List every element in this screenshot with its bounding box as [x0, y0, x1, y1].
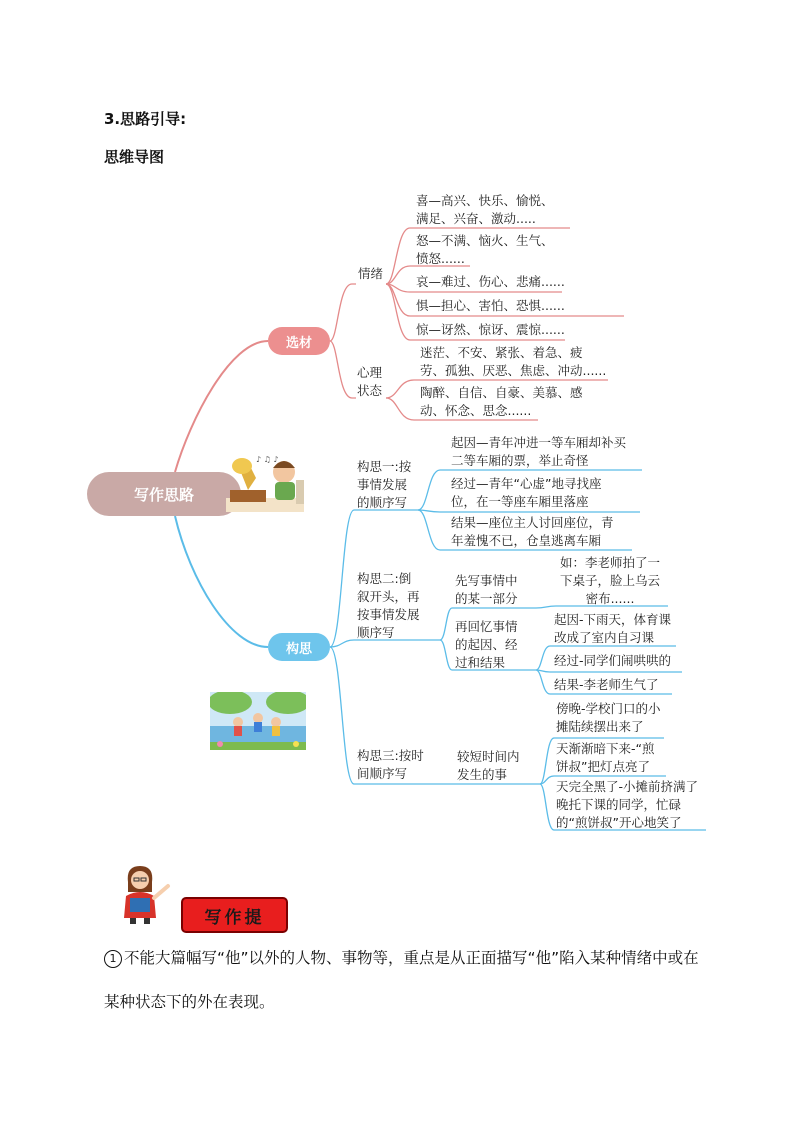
- gs3-item-anxia: 天渐渐暗下来-“煎 饼叔”把灯点亮了: [556, 741, 655, 774]
- xinli-label: 心理 状态: [357, 365, 383, 398]
- xuancai-node: 选材: [268, 327, 330, 355]
- qingxu-label: 情绪: [358, 266, 384, 281]
- qingxu-item-xi: 喜—高兴、快乐、愉悦、 满足、兴奋、激动.....: [416, 193, 554, 226]
- gs3-item-bangwan: 傍晚-学校门口的小 摊陆续摆出来了: [556, 701, 661, 734]
- xinli-item-1: 迷茫、不安、紧张、着急、疲 劳、孤独、厌恶、焦虑、冲动......: [420, 345, 607, 378]
- gs1-item-jieguo: 结果—座位主人讨回座位，青 年羞愧不已，仓皇逃离车厢: [451, 515, 614, 548]
- illustration-kids-river: [210, 692, 306, 750]
- branch-root-gousi: [175, 516, 268, 647]
- gs2-label: 构思二:倒 叙开头，再 按事情发展 顺序写: [357, 571, 420, 640]
- qingxu-item-nu: 怒—不满、恼火、生气、 愤怒......: [416, 233, 554, 266]
- qingxu-item-ai: 哀—难过、伤心、悲痛......: [416, 274, 565, 289]
- svg-text:♪ ♫ ♪: ♪ ♫ ♪: [256, 455, 279, 464]
- branch-xuancai-xinli: [330, 341, 356, 398]
- illustration-gramophone: [226, 448, 304, 514]
- gs2-part2: 再回忆事情 的起因、经 过和结果: [455, 619, 518, 670]
- gs3-item-heile: 天完全黑了-小摊前挤满了 晚托下课的同学，忙碌 的“煎饼叔”开心地笑了: [556, 779, 699, 830]
- gs1-item-qiyin: 起因—青年冲进一等车厢却补买 二等车厢的票，举止奇怪: [451, 435, 627, 468]
- gs1-label: 构思一:按 事情发展 的顺序写: [357, 459, 412, 510]
- teacher-illustration: [118, 862, 172, 924]
- gs3-mid: 较短时间内 发生的事: [457, 749, 520, 782]
- gs2-item-jingguo: 经过-同学们闹哄哄的: [554, 653, 672, 668]
- tip-paragraph: [104, 936, 744, 1024]
- qingxu-item-jing: 惊—讶然、惊讶、震惊......: [416, 322, 565, 337]
- gs2-item-qiyin: 起因-下雨天，体育课 改成了室内自习课: [554, 612, 672, 645]
- tip-line-1: 1 不能大篇幅写“他”以外的人物、事物等，重点是从正面描写“他”陷入某种情绪中或在: [104, 936, 744, 980]
- leaf-line-gs2-jingguo: [536, 670, 682, 672]
- gs2-part1-example: 如：李老师拍了一 下桌子，脸上乌云 密布......: [560, 555, 661, 606]
- branch-xuancai-qingxu: [330, 284, 356, 341]
- gs3-label: 构思三:按时 间顺序写: [357, 748, 424, 781]
- gs1-item-jingguo: 经过—青年“心虚”地寻找座 位，在一等座车厢里落座: [451, 476, 602, 509]
- qingxu-item-ju: 惧—担心、害怕、恐惧......: [416, 298, 565, 313]
- tip-line-2: 某种状态下的外在表现。: [104, 993, 275, 1011]
- gousi-node: 构思: [268, 633, 330, 661]
- section-heading: 3.思路引导:: [104, 110, 187, 128]
- mindmap-root-node: 写作思路: [87, 472, 241, 516]
- gs2-item-jieguo: 结果-李老师生气了: [554, 677, 659, 692]
- gs2-part1: 先写事情中 的某一部分: [455, 573, 518, 606]
- mindmap-heading: 思维导图: [104, 148, 165, 166]
- xinli-item-2: 陶醉、自信、自豪、美慕、感 动、怀念、思念......: [420, 385, 583, 418]
- tip-number: 1: [104, 950, 122, 968]
- writing-tip-badge: 写作提: [181, 897, 288, 933]
